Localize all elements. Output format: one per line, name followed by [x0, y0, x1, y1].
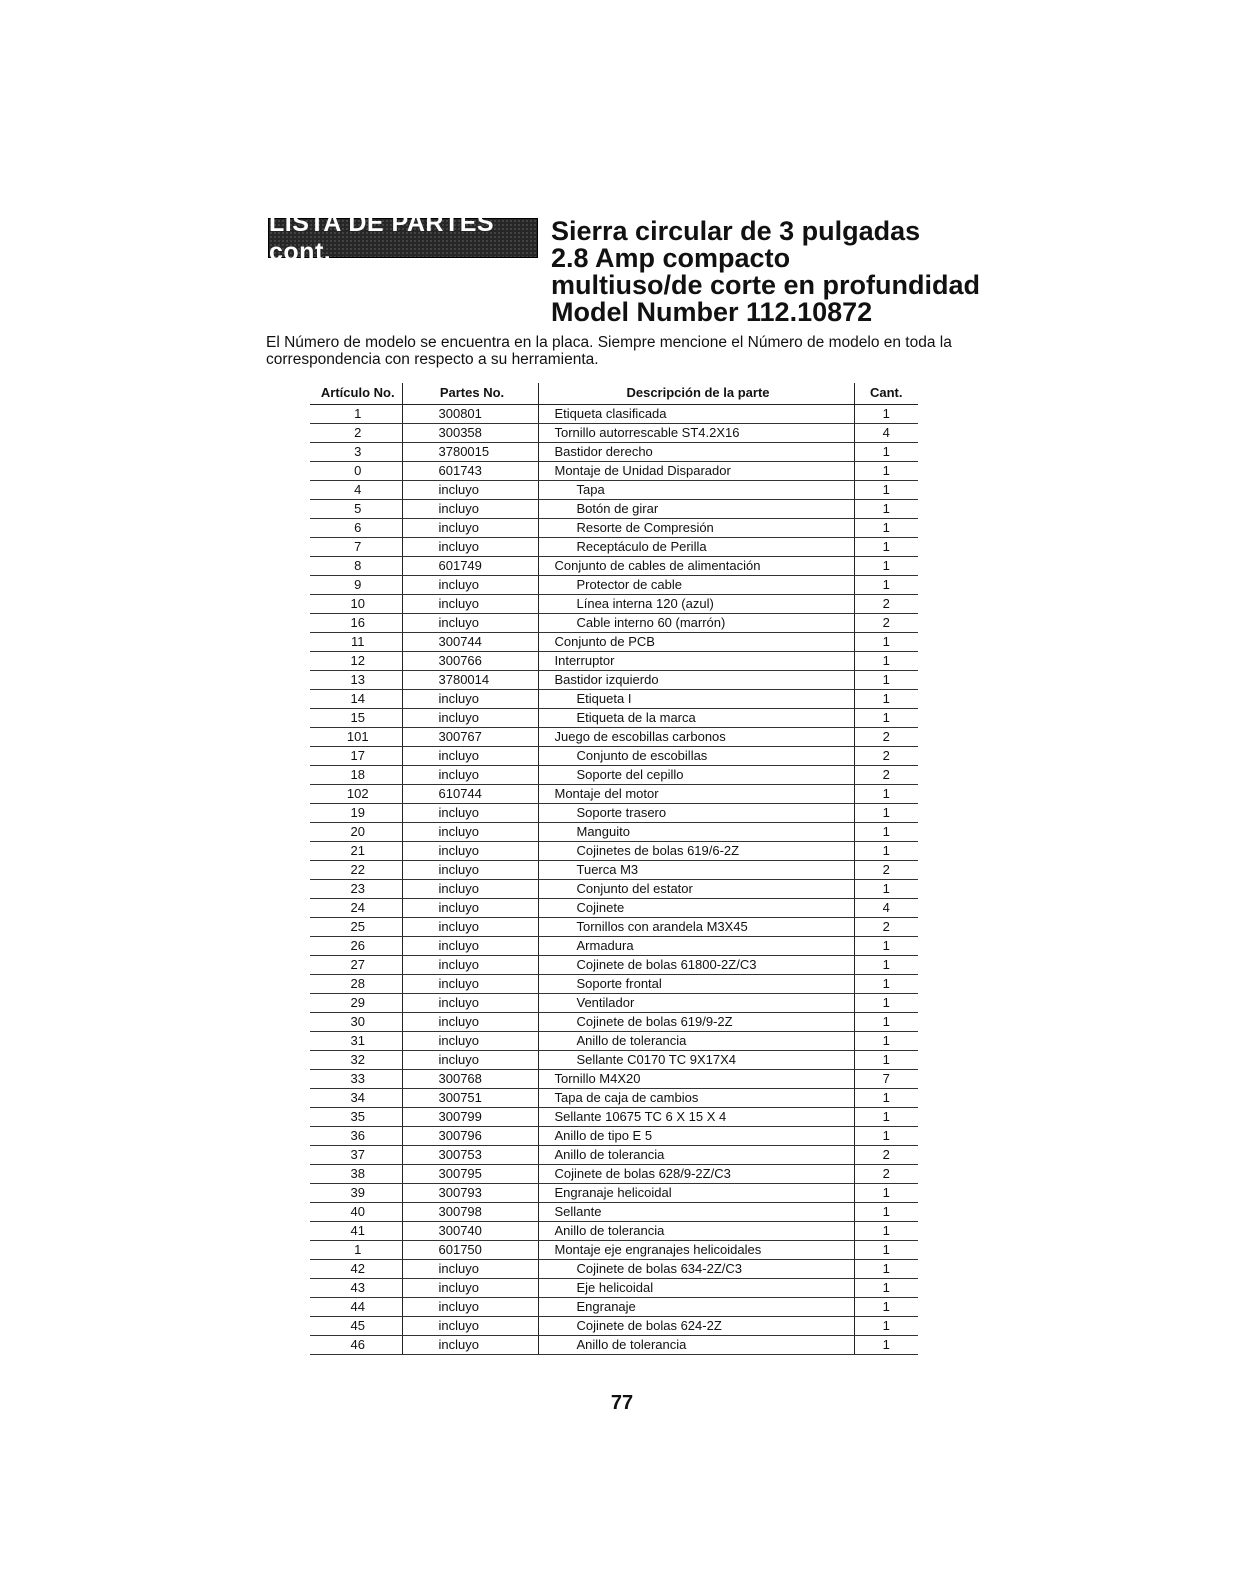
part-number-cell: incluyo: [402, 822, 538, 841]
section-badge: [268, 209, 538, 266]
description-cell: Receptáculo de Perilla: [538, 537, 854, 556]
description-cell: Montaje del motor: [538, 784, 854, 803]
description-cell: Cojinete de bolas 634-2Z/C3: [538, 1259, 854, 1278]
article-cell: 18: [310, 765, 402, 784]
title-line: Sierra circular de 3 pulgadas: [551, 216, 921, 246]
article-cell: 0: [310, 461, 402, 480]
description-cell: Conjunto de PCB: [538, 632, 854, 651]
description-cell: Ventilador: [538, 993, 854, 1012]
part-number-cell: incluyo: [402, 917, 538, 936]
quantity-cell: 1: [854, 537, 918, 556]
quantity-cell: 1: [854, 689, 918, 708]
article-cell: 17: [310, 746, 402, 765]
article-cell: 28: [310, 974, 402, 993]
table-row: [310, 1088, 918, 1107]
table-row: [310, 594, 918, 613]
quantity-cell: 1: [854, 518, 918, 537]
quantity-cell: 2: [854, 1145, 918, 1164]
quantity-cell: 4: [854, 423, 918, 442]
part-number-cell: incluyo: [402, 537, 538, 556]
description-cell: Etiqueta clasificada: [538, 404, 854, 423]
article-cell: 45: [310, 1316, 402, 1335]
description-cell: Conjunto del estator: [538, 879, 854, 898]
quantity-cell: 2: [854, 917, 918, 936]
quantity-cell: 1: [854, 1012, 918, 1031]
table-row: [310, 708, 918, 727]
parts-table-body: [310, 404, 918, 1354]
article-cell: 29: [310, 993, 402, 1012]
table-row: [310, 746, 918, 765]
part-number-cell: incluyo: [402, 955, 538, 974]
article-cell: 24: [310, 898, 402, 917]
quantity-cell: 1: [854, 1221, 918, 1240]
description-cell: Resorte de Compresión: [538, 518, 854, 537]
quantity-cell: 7: [854, 1069, 918, 1088]
quantity-cell: 2: [854, 1164, 918, 1183]
quantity-cell: 1: [854, 651, 918, 670]
page-title: [551, 218, 980, 326]
article-cell: 102: [310, 784, 402, 803]
quantity-cell: 1: [854, 803, 918, 822]
table-row: [310, 765, 918, 784]
article-cell: 19: [310, 803, 402, 822]
description-cell: Interruptor: [538, 651, 854, 670]
table-row: [310, 1069, 918, 1088]
article-cell: 30: [310, 1012, 402, 1031]
description-cell: Anillo de tolerancia: [538, 1335, 854, 1354]
part-number-cell: incluyo: [402, 613, 538, 632]
quantity-cell: 2: [854, 860, 918, 879]
article-cell: 23: [310, 879, 402, 898]
description-cell: Tapa de caja de cambios: [538, 1088, 854, 1107]
quantity-cell: 1: [854, 822, 918, 841]
part-number-cell: incluyo: [402, 480, 538, 499]
quantity-cell: 1: [854, 499, 918, 518]
quantity-cell: 1: [854, 461, 918, 480]
part-number-cell: incluyo: [402, 765, 538, 784]
quantity-cell: 1: [854, 841, 918, 860]
quantity-cell: 1: [854, 936, 918, 955]
table-row: [310, 822, 918, 841]
description-cell: Armadura: [538, 936, 854, 955]
table-row: [310, 518, 918, 537]
quantity-cell: 1: [854, 708, 918, 727]
part-number-cell: 300358: [402, 423, 538, 442]
quantity-cell: 1: [854, 1202, 918, 1221]
table-row: [310, 442, 918, 461]
description-cell: Bastidor izquierdo: [538, 670, 854, 689]
quantity-cell: 1: [854, 1335, 918, 1354]
quantity-cell: 1: [854, 670, 918, 689]
article-cell: 39: [310, 1183, 402, 1202]
part-number-cell: incluyo: [402, 803, 538, 822]
quantity-cell: 1: [854, 404, 918, 423]
article-cell: 31: [310, 1031, 402, 1050]
description-cell: Montaje de Unidad Disparador: [538, 461, 854, 480]
table-row: [310, 917, 918, 936]
description-cell: Eje helicoidal: [538, 1278, 854, 1297]
article-cell: 20: [310, 822, 402, 841]
part-number-cell: incluyo: [402, 974, 538, 993]
part-number-cell: incluyo: [402, 594, 538, 613]
quantity-cell: 1: [854, 974, 918, 993]
quantity-cell: 1: [854, 480, 918, 499]
part-number-cell: incluyo: [402, 499, 538, 518]
table-row: [310, 1012, 918, 1031]
table-row: [310, 1297, 918, 1316]
article-cell: 6: [310, 518, 402, 537]
quantity-cell: 2: [854, 765, 918, 784]
part-number-cell: incluyo: [402, 879, 538, 898]
table-row: [310, 974, 918, 993]
description-cell: Etiqueta I: [538, 689, 854, 708]
article-cell: 34: [310, 1088, 402, 1107]
description-cell: Engranaje: [538, 1297, 854, 1316]
description-cell: Sellante 10675 TC 6 X 15 X 4: [538, 1107, 854, 1126]
description-cell: Tapa: [538, 480, 854, 499]
table-row: [310, 1126, 918, 1145]
intro-text: El Número de modelo se encuentra en la placa. Siempre mencione el Número de modelo en toda la correspondencia con respecto a su herramienta.: [266, 334, 952, 368]
description-cell: Conjunto de escobillas: [538, 746, 854, 765]
part-number-cell: 610744: [402, 784, 538, 803]
parts-table: [310, 383, 918, 1355]
table-row: [310, 1221, 918, 1240]
quantity-cell: 1: [854, 1107, 918, 1126]
quantity-cell: 4: [854, 898, 918, 917]
column-header-quantity: Cant.: [854, 383, 918, 404]
column-header-description: Descripción de la parte: [538, 383, 854, 404]
table-row: [310, 670, 918, 689]
table-row: [310, 1050, 918, 1069]
quantity-cell: 1: [854, 442, 918, 461]
part-number-cell: 601749: [402, 556, 538, 575]
article-cell: 9: [310, 575, 402, 594]
article-cell: 26: [310, 936, 402, 955]
article-cell: 38: [310, 1164, 402, 1183]
part-number-cell: incluyo: [402, 993, 538, 1012]
table-row: [310, 1107, 918, 1126]
article-cell: 46: [310, 1335, 402, 1354]
part-number-cell: incluyo: [402, 841, 538, 860]
quantity-cell: 2: [854, 594, 918, 613]
article-cell: 33: [310, 1069, 402, 1088]
description-cell: Anillo de tolerancia: [538, 1031, 854, 1050]
quantity-cell: 1: [854, 1183, 918, 1202]
article-cell: 10: [310, 594, 402, 613]
table-row: [310, 1278, 918, 1297]
article-cell: 2: [310, 423, 402, 442]
part-number-cell: incluyo: [402, 1297, 538, 1316]
table-row: [310, 803, 918, 822]
quantity-cell: 1: [854, 784, 918, 803]
article-cell: 11: [310, 632, 402, 651]
quantity-cell: 1: [854, 1031, 918, 1050]
part-number-cell: incluyo: [402, 1050, 538, 1069]
table-header-row: [310, 383, 918, 404]
part-number-cell: 300753: [402, 1145, 538, 1164]
part-number-cell: 300798: [402, 1202, 538, 1221]
description-cell: Cojinete de bolas 619/9-2Z: [538, 1012, 854, 1031]
description-cell: Manguito: [538, 822, 854, 841]
part-number-cell: 300799: [402, 1107, 538, 1126]
article-cell: 22: [310, 860, 402, 879]
description-cell: Soporte frontal: [538, 974, 854, 993]
part-number-cell: incluyo: [402, 1259, 538, 1278]
part-number-cell: incluyo: [402, 689, 538, 708]
table-row: [310, 499, 918, 518]
table-row: [310, 860, 918, 879]
description-cell: Cable interno 60 (marrón): [538, 613, 854, 632]
part-number-cell: 601743: [402, 461, 538, 480]
quantity-cell: 1: [854, 1088, 918, 1107]
part-number-cell: incluyo: [402, 746, 538, 765]
part-number-cell: incluyo: [402, 936, 538, 955]
part-number-cell: 3780014: [402, 670, 538, 689]
quantity-cell: 2: [854, 727, 918, 746]
table-row: [310, 727, 918, 746]
article-cell: 101: [310, 727, 402, 746]
description-cell: Anillo de tolerancia: [538, 1145, 854, 1164]
description-cell: Anillo de tipo E 5: [538, 1126, 854, 1145]
article-cell: 37: [310, 1145, 402, 1164]
article-cell: 13: [310, 670, 402, 689]
table-row: [310, 784, 918, 803]
table-row: [310, 1164, 918, 1183]
article-cell: 40: [310, 1202, 402, 1221]
quantity-cell: 1: [854, 1278, 918, 1297]
article-cell: 36: [310, 1126, 402, 1145]
description-cell: Cojinete de bolas 624-2Z: [538, 1316, 854, 1335]
description-cell: Tornillo autorrescable ST4.2X16: [538, 423, 854, 442]
table-row: [310, 575, 918, 594]
article-cell: 7: [310, 537, 402, 556]
article-cell: 25: [310, 917, 402, 936]
table-row: [310, 1183, 918, 1202]
part-number-cell: incluyo: [402, 1278, 538, 1297]
description-cell: Bastidor derecho: [538, 442, 854, 461]
description-cell: Sellante: [538, 1202, 854, 1221]
table-row: [310, 1240, 918, 1259]
table-row: [310, 423, 918, 442]
description-cell: Soporte trasero: [538, 803, 854, 822]
part-number-cell: 300768: [402, 1069, 538, 1088]
article-cell: 14: [310, 689, 402, 708]
description-cell: Juego de escobillas carbonos: [538, 727, 854, 746]
description-cell: Engranaje helicoidal: [538, 1183, 854, 1202]
part-number-cell: 601750: [402, 1240, 538, 1259]
article-cell: 43: [310, 1278, 402, 1297]
title-line: Model Number 112.10872: [551, 297, 873, 327]
article-cell: 15: [310, 708, 402, 727]
part-number-cell: incluyo: [402, 860, 538, 879]
title-line: multiuso/de corte en profundidad: [551, 270, 981, 300]
part-number-cell: 300751: [402, 1088, 538, 1107]
article-cell: 21: [310, 841, 402, 860]
part-number-cell: incluyo: [402, 1012, 538, 1031]
article-cell: 1: [310, 404, 402, 423]
table-row: [310, 879, 918, 898]
table-row: [310, 1145, 918, 1164]
description-cell: Etiqueta de la marca: [538, 708, 854, 727]
description-cell: Línea interna 120 (azul): [538, 594, 854, 613]
part-number-cell: 300767: [402, 727, 538, 746]
part-number-cell: incluyo: [402, 518, 538, 537]
table-row: [310, 537, 918, 556]
table-row: [310, 480, 918, 499]
part-number-cell: incluyo: [402, 898, 538, 917]
part-number-cell: 300766: [402, 651, 538, 670]
article-cell: 16: [310, 613, 402, 632]
description-cell: Tornillos con arandela M3X45: [538, 917, 854, 936]
column-header-article: Artículo No.: [310, 383, 402, 404]
part-number-cell: 300795: [402, 1164, 538, 1183]
table-row: [310, 632, 918, 651]
part-number-cell: incluyo: [402, 1335, 538, 1354]
article-cell: 35: [310, 1107, 402, 1126]
description-cell: Soporte del cepillo: [538, 765, 854, 784]
table-row: [310, 993, 918, 1012]
description-cell: Sellante C0170 TC 9X17X4: [538, 1050, 854, 1069]
table-row: [310, 1259, 918, 1278]
part-number-cell: 300740: [402, 1221, 538, 1240]
quantity-cell: 1: [854, 1050, 918, 1069]
article-cell: 32: [310, 1050, 402, 1069]
part-number-cell: incluyo: [402, 708, 538, 727]
quantity-cell: 1: [854, 1126, 918, 1145]
table-row: [310, 1202, 918, 1221]
description-cell: Cojinete: [538, 898, 854, 917]
quantity-cell: 2: [854, 746, 918, 765]
title-line: 2.8 Amp compacto: [551, 243, 791, 273]
table-row: [310, 689, 918, 708]
description-cell: Botón de girar: [538, 499, 854, 518]
table-row: [310, 556, 918, 575]
description-cell: Cojinetes de bolas 619/6-2Z: [538, 841, 854, 860]
article-cell: 8: [310, 556, 402, 575]
part-number-cell: 300801: [402, 404, 538, 423]
article-cell: 44: [310, 1297, 402, 1316]
description-cell: Cojinete de bolas 628/9-2Z/C3: [538, 1164, 854, 1183]
quantity-cell: 1: [854, 556, 918, 575]
part-number-cell: 300744: [402, 632, 538, 651]
quantity-cell: 1: [854, 575, 918, 594]
description-cell: Cojinete de bolas 61800-2Z/C3: [538, 955, 854, 974]
quantity-cell: 1: [854, 879, 918, 898]
quantity-cell: 1: [854, 1259, 918, 1278]
table-row: [310, 1031, 918, 1050]
description-cell: Tornillo M4X20: [538, 1069, 854, 1088]
quantity-cell: 2: [854, 613, 918, 632]
article-cell: 5: [310, 499, 402, 518]
article-cell: 1: [310, 1240, 402, 1259]
article-cell: 3: [310, 442, 402, 461]
table-row: [310, 898, 918, 917]
article-cell: 12: [310, 651, 402, 670]
table-row: [310, 936, 918, 955]
part-number-cell: 300793: [402, 1183, 538, 1202]
table-row: [310, 955, 918, 974]
description-cell: Conjunto de cables de alimentación: [538, 556, 854, 575]
table-row: [310, 1316, 918, 1335]
article-cell: 4: [310, 480, 402, 499]
section-badge-label: LISTA DE PARTES cont.: [269, 209, 495, 266]
quantity-cell: 1: [854, 1297, 918, 1316]
part-number-cell: incluyo: [402, 1316, 538, 1335]
column-header-part-number: Partes No.: [402, 383, 538, 404]
table-row: [310, 841, 918, 860]
quantity-cell: 1: [854, 993, 918, 1012]
quantity-cell: 1: [854, 632, 918, 651]
page-number: 77: [610, 1392, 634, 1414]
description-cell: Montaje eje engranajes helicoidales: [538, 1240, 854, 1259]
quantity-cell: 1: [854, 955, 918, 974]
article-cell: 27: [310, 955, 402, 974]
table-row: [310, 651, 918, 670]
table-row: [310, 404, 918, 423]
quantity-cell: 1: [854, 1240, 918, 1259]
part-number-cell: 300796: [402, 1126, 538, 1145]
quantity-cell: 1: [854, 1316, 918, 1335]
description-cell: Anillo de tolerancia: [538, 1221, 854, 1240]
part-number-cell: incluyo: [402, 1031, 538, 1050]
part-number-cell: incluyo: [402, 575, 538, 594]
description-cell: Protector de cable: [538, 575, 854, 594]
table-row: [310, 1335, 918, 1354]
table-row: [310, 613, 918, 632]
description-cell: Tuerca M3: [538, 860, 854, 879]
table-row: [310, 461, 918, 480]
part-number-cell: 3780015: [402, 442, 538, 461]
article-cell: 42: [310, 1259, 402, 1278]
article-cell: 41: [310, 1221, 402, 1240]
